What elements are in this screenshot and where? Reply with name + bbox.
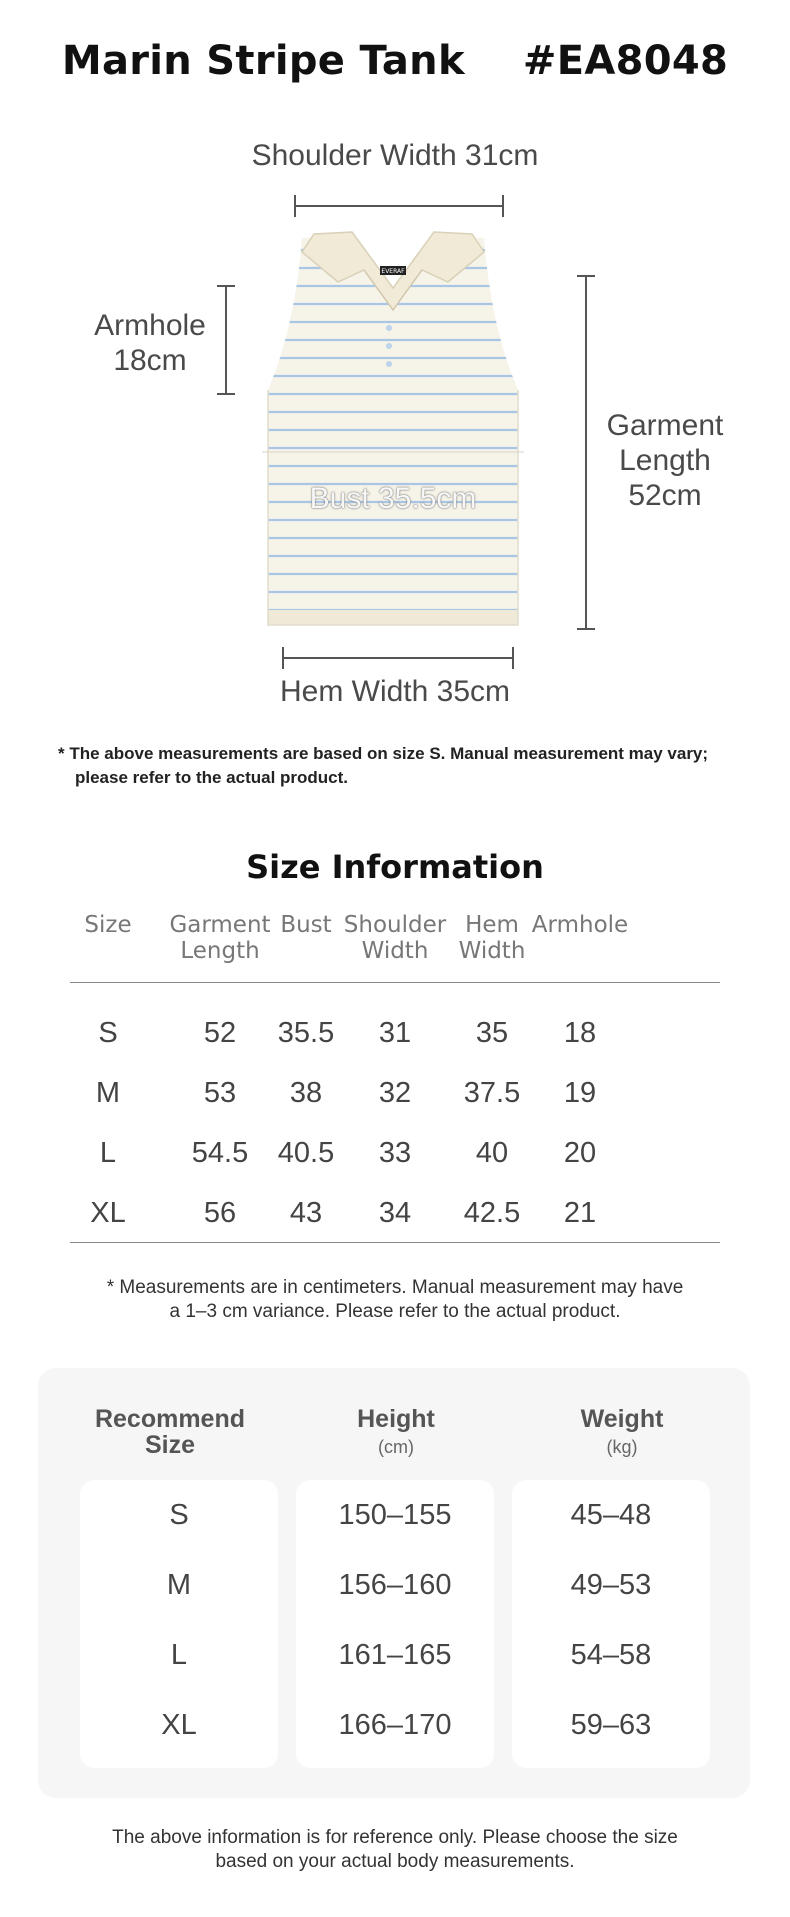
table-cell: 35.5 (277, 1017, 335, 1049)
size-table-header (70, 912, 720, 976)
length-tick-bottom (577, 628, 595, 630)
size-column-header: Garment Length (169, 912, 271, 964)
recommend-size-cell: M (166, 1569, 192, 1601)
table-cell: 35 (475, 1017, 509, 1049)
height-range-cell: 150–155 (338, 1499, 452, 1531)
svg-text:EVERAF: EVERAF (381, 268, 405, 275)
height-header: Height (cm) (357, 1405, 435, 1457)
weight-column (512, 1480, 710, 1768)
shoulder-width-label: Shoulder Width 31cm (251, 139, 539, 172)
size-column-header: Armhole (531, 912, 629, 938)
recommend-size-cell: L (170, 1639, 188, 1671)
table-cell: 38 (289, 1077, 323, 1109)
shoulder-tick-right (502, 195, 504, 217)
hem-width-label: Hem Width 35cm (279, 675, 511, 708)
table-cell: 56 (203, 1197, 237, 1229)
height-range-cell: 161–165 (338, 1639, 452, 1671)
table-cell: 40.5 (277, 1137, 335, 1169)
table-cell: 37.5 (463, 1077, 521, 1109)
length-tick-top (577, 275, 595, 277)
table-cell: XL (90, 1197, 126, 1229)
recommend-size-header: Recommend Size (94, 1405, 246, 1459)
length-dimension-line (585, 275, 587, 630)
recommend-size-panel (38, 1368, 750, 1798)
size-column-header: Bust (280, 912, 332, 938)
table-cell: S (98, 1017, 118, 1049)
table-cell: 20 (563, 1137, 597, 1169)
striped-tank-illustration (262, 230, 524, 632)
table-cell: 52 (203, 1017, 237, 1049)
size-information-title: Size Information (246, 848, 544, 886)
shoulder-dimension-line (294, 205, 504, 207)
shoulder-tick-left (294, 195, 296, 217)
size-column-header: Size (84, 912, 132, 938)
centimeter-note: * Measurements are in centimeters. Manual measurement may have a 1–3 cm variance. Please refer to the actual product. (106, 1277, 684, 1322)
table-cell: 54.5 (191, 1137, 249, 1169)
table-cell: 42.5 (463, 1197, 521, 1229)
weight-range-cell: 59–63 (570, 1709, 652, 1741)
weight-range-cell: 54–58 (570, 1639, 652, 1671)
table-cell: M (95, 1077, 121, 1109)
recommend-size-cell: S (169, 1499, 189, 1531)
reference-note: The above information is for reference only. Please choose the size based on your actual body measurements. (112, 1827, 678, 1872)
table-top-divider (70, 982, 720, 983)
table-row (70, 1003, 720, 1063)
table-cell: 40 (475, 1137, 509, 1169)
garment-length-label: Garment Length 52cm (606, 409, 724, 512)
weight-range-cell: 49–53 (570, 1569, 652, 1601)
hem-dimension-line (282, 657, 514, 659)
size-table-body (70, 1003, 720, 1243)
table-cell: 43 (289, 1197, 323, 1229)
table-row (70, 1183, 720, 1243)
product-name: Marin Stripe Tank (61, 38, 465, 84)
table-cell: 32 (378, 1077, 412, 1109)
armhole-tick-bottom (217, 393, 235, 395)
bust-label: Bust 35.5cm (309, 482, 477, 515)
armhole-label: Armhole 18cm (94, 309, 206, 377)
hem-tick-right (512, 647, 514, 669)
size-column-header: Hem Width (458, 912, 526, 964)
table-cell: 33 (378, 1137, 412, 1169)
measurement-note: * The above measurements are based on size S. Manual measurement may vary; please refer to the actual product. (58, 744, 709, 787)
table-bottom-divider (70, 1242, 720, 1243)
table-cell: 34 (378, 1197, 412, 1229)
table-row (70, 1123, 720, 1183)
table-row (70, 1063, 720, 1123)
height-range-cell: 156–160 (338, 1569, 452, 1601)
table-cell: 53 (203, 1077, 237, 1109)
height-range-cell: 166–170 (338, 1709, 452, 1741)
product-code: #EA8048 (522, 38, 729, 84)
table-cell: 31 (378, 1017, 412, 1049)
recommend-size-cell: XL (161, 1709, 197, 1741)
table-cell: L (99, 1137, 117, 1169)
height-column (296, 1480, 494, 1768)
size-column-header: Shoulder Width (343, 912, 447, 964)
table-cell: 21 (563, 1197, 597, 1229)
table-cell: 19 (563, 1077, 597, 1109)
page-title (0, 38, 790, 84)
table-cell: 18 (563, 1017, 597, 1049)
recommend-size-column (80, 1480, 278, 1768)
weight-header: Weight (kg) (580, 1405, 664, 1457)
armhole-tick-top (217, 285, 235, 287)
weight-range-cell: 45–48 (570, 1499, 652, 1531)
hem-tick-left (282, 647, 284, 669)
armhole-dimension-line (225, 285, 227, 395)
